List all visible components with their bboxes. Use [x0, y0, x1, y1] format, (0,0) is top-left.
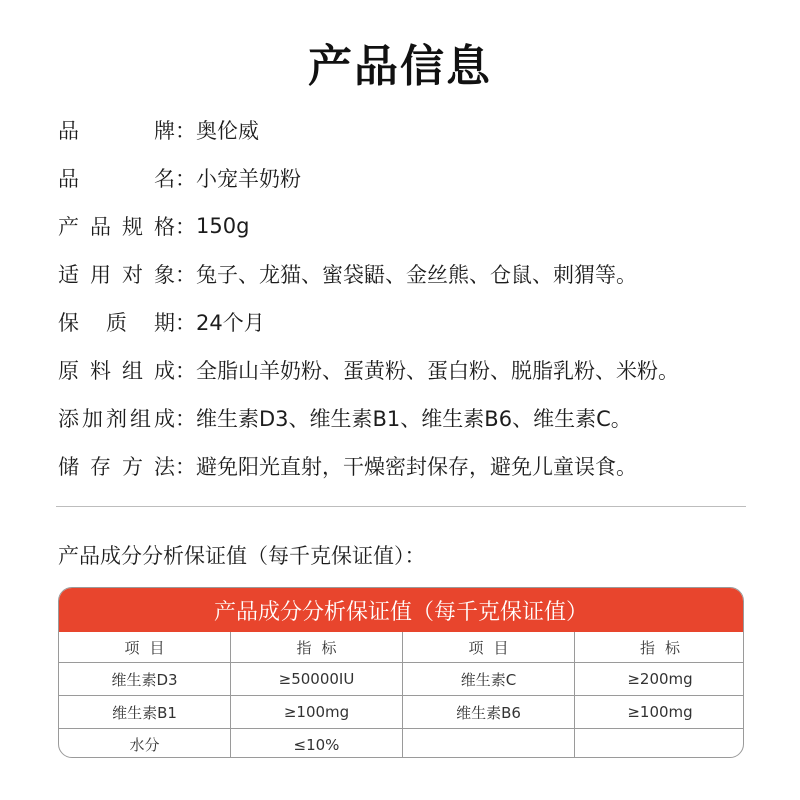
label-char: 牌	[154, 119, 175, 143]
table-cell: 维生素C	[403, 663, 575, 696]
label-char: 适	[58, 263, 79, 287]
label-char: 格	[154, 215, 175, 239]
table-cell: ≤10%	[231, 729, 403, 758]
table-grid	[59, 632, 743, 758]
label-char: 象	[154, 263, 175, 287]
table-cell	[403, 729, 575, 758]
info-row-additives	[58, 394, 758, 442]
table-cell: ≥100mg	[575, 696, 744, 729]
info-row-storage	[58, 442, 758, 490]
info-value: 兔子、龙猫、蜜袋鼯、金丝熊、仓鼠、刺猬等。	[196, 263, 637, 287]
info-row-product-name	[58, 154, 758, 202]
info-colon: ：	[175, 263, 196, 287]
info-value: 全脂山羊奶粉、蛋黄粉、蛋白粉、脱脂乳粉、米粉。	[196, 359, 679, 383]
info-label	[58, 211, 175, 241]
label-char: 成	[154, 407, 175, 431]
info-colon: ：	[175, 407, 196, 431]
label-char: 保	[58, 311, 79, 335]
table-cell: ≥50000IU	[231, 663, 403, 696]
info-row-ingredients	[58, 346, 758, 394]
table-cell	[575, 729, 744, 758]
info-value: 150g	[196, 214, 250, 238]
table-cell: 维生素B6	[403, 696, 575, 729]
info-colon: ：	[175, 215, 196, 239]
table-cell: 维生素B1	[59, 696, 231, 729]
info-label	[58, 163, 175, 193]
label-char: 期	[154, 311, 175, 335]
section-divider	[56, 506, 746, 507]
info-row-spec	[58, 202, 758, 250]
table-header-cell: 项目	[59, 632, 231, 663]
info-colon: ：	[175, 455, 196, 479]
product-info-list	[58, 106, 758, 490]
label-char: 成	[154, 359, 175, 383]
table-cell: ≥200mg	[575, 663, 744, 696]
table-title: 产品成分分析保证值（每千克保证值）	[59, 588, 743, 632]
label-char: 添	[58, 407, 79, 431]
table-header-cell: 指标	[231, 632, 403, 663]
info-label	[58, 403, 175, 433]
nutrient-analysis-table	[58, 587, 744, 758]
label-char: 方	[122, 455, 143, 479]
label-char: 储	[58, 455, 79, 479]
table-cell: 水分	[59, 729, 231, 758]
label-char: 品	[90, 215, 111, 239]
label-char: 料	[90, 359, 111, 383]
label-char: 法	[154, 455, 175, 479]
table-cell: 维生素D3	[59, 663, 231, 696]
info-row-applicable	[58, 250, 758, 298]
info-label	[58, 355, 175, 385]
info-value: 小宠羊奶粉	[196, 167, 301, 191]
info-value: 维生素D3、维生素B1、维生素B6、维生素C。	[196, 407, 632, 431]
page-title: 产品信息	[308, 41, 492, 92]
table-cell: ≥100mg	[231, 696, 403, 729]
info-colon: ：	[175, 167, 196, 191]
label-char: 组	[130, 407, 151, 431]
info-value: 奥伦威	[196, 119, 259, 143]
table-header-cell: 指标	[575, 632, 744, 663]
label-char: 规	[122, 215, 143, 239]
label-char: 存	[90, 455, 111, 479]
section-heading: 产品成分分析保证值（每千克保证值）：	[58, 544, 426, 568]
label-char: 质	[106, 311, 127, 335]
info-row-shelf-life	[58, 298, 758, 346]
info-row-brand	[58, 106, 758, 154]
label-char: 加	[82, 407, 103, 431]
label-char: 用	[90, 263, 111, 287]
info-value: 24个月	[196, 311, 265, 335]
label-char: 品	[58, 167, 79, 191]
info-colon: ：	[175, 359, 196, 383]
label-char: 品	[58, 119, 79, 143]
label-char: 组	[122, 359, 143, 383]
info-colon: ：	[175, 311, 196, 335]
label-char: 名	[154, 167, 175, 191]
label-char: 产	[58, 215, 79, 239]
info-label	[58, 451, 175, 481]
info-label	[58, 307, 175, 337]
info-colon: ：	[175, 119, 196, 143]
info-label	[58, 115, 175, 145]
info-label	[58, 259, 175, 289]
label-char: 对	[122, 263, 143, 287]
label-char: 剂	[106, 407, 127, 431]
info-value: 避免阳光直射，干燥密封保存，避免儿童误食。	[196, 455, 637, 479]
label-char: 原	[58, 359, 79, 383]
table-header-cell: 项目	[403, 632, 575, 663]
